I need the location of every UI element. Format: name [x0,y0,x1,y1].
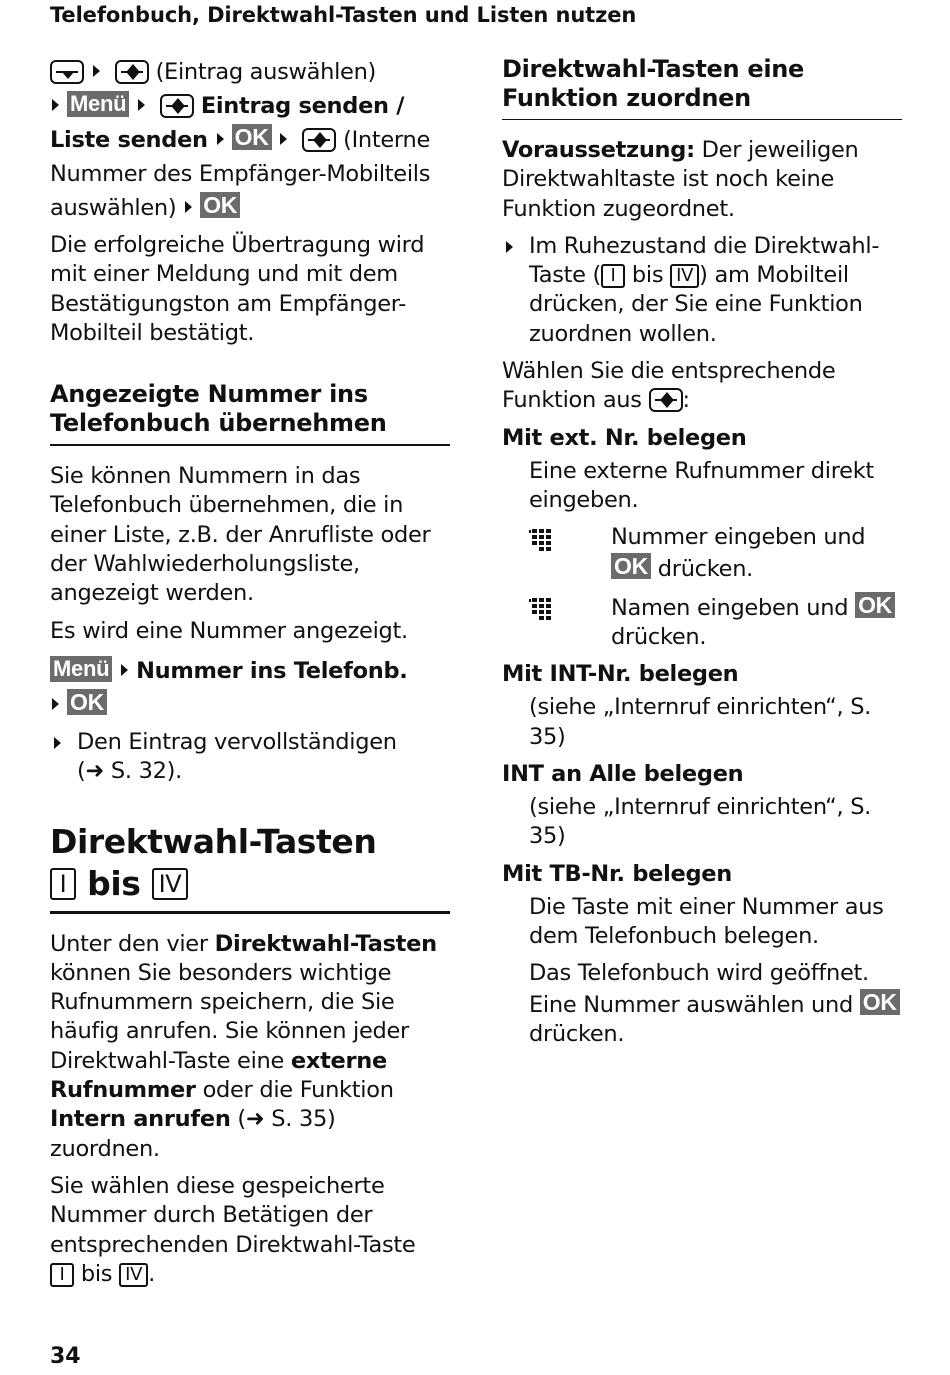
select-entry-text: (Eintrag auswählen) [155,59,377,85]
menu-item-send-entry: Eintrag senden / [200,93,405,119]
text-run: : [682,387,690,414]
right-column [502,55,902,1057]
heading-assign-function: Direktwahl-Tasten eine Funktion zuordnen [502,55,902,120]
option-int-all-desc: (siehe „Internruf einrichten“, S. 35) [529,794,872,850]
direct-key-i-icon: I [50,1263,74,1287]
direct-key-i-icon: I [601,264,625,288]
keypad-row-name [529,592,902,653]
control-key-updown-icon [160,94,194,118]
text-run: ) am Mobilteil drücken, der Sie eine Funktion zuordnen wollen. [529,262,863,347]
text-run: Namen eingeben und [611,594,849,621]
direct-key-iv-icon: IV [152,868,189,900]
ok-key: OK [611,553,651,579]
navigation-triangle-icon [54,737,61,749]
text-run: Im Ruhezustand die Direktwahl-Taste ( [529,232,880,289]
text-run: . [148,1260,155,1287]
keypad-row-number-text [611,523,902,584]
paragraph-take-over: Sie können Nummern in das Telefonbuch übernehmen, die in einer Liste, z.B. der Anrufliste oder der Wahlwiederholungsliste, angezeigt werden. [50,463,431,607]
internal-number-text-start: (Interne [343,127,430,153]
text-run: bis [631,262,664,289]
navigation-triangle-icon [506,241,513,253]
text-run: drücken. [529,1020,625,1047]
direct-key-iv-icon: IV [670,264,699,288]
ok-key: OK [855,592,895,618]
text-run: bis [80,1260,113,1287]
text-run-bold: Intern anrufen [50,1106,231,1133]
text-run: (➜ S. 35) zuordnen. [50,1106,336,1162]
nav-sequence-send [50,55,450,225]
option-phonebook-number: Mit TB-Nr. belegen [502,860,732,887]
text-run-bold: Direktwahl-Tasten [214,930,437,957]
menu-key: Menü [67,91,129,117]
text-run: Sie wählen diese gespeicherte Nummer durch Betätigen der entsprechenden Direktwahl-Taste [50,1172,416,1258]
keypad-row-number [529,523,902,584]
heading-direct-keys [50,821,450,914]
paragraph-select-direct [50,1172,450,1289]
bullet-idle-state [502,232,902,349]
paragraph-direct-keys [50,930,450,1164]
option-int-desc: (siehe „Internruf einrichten“, S. 35) [529,694,872,750]
navigation-triangle-icon [185,201,192,213]
option-external-number: Mit ext. Nr. belegen [502,424,747,451]
menu-key: Menü [50,656,112,682]
paragraph-number-shown: Es wird eine Nummer angezeigt. [50,617,408,644]
internal-number-text-end: Nummer des Empfänger-Mobilteils auswählen) [50,161,431,221]
left-column [50,55,450,1297]
navigation-triangle-icon [121,664,128,676]
option-external-desc: Eine externe Rufnummer direkt eingeben. [529,457,874,513]
option-int-all: INT an Alle belegen [502,761,744,788]
text-run-bold: externe Rufnummer [50,1047,387,1104]
page-number: 34 [50,1344,81,1369]
navigation-triangle-icon [52,698,59,710]
menu-item-number-to-phonebook: Nummer ins Telefonb. [136,657,408,684]
option-phonebook-opened [502,959,902,1049]
text-run: oder die Funktion [195,1077,394,1104]
navigation-triangle-icon [217,133,224,145]
prerequisite-text: Der jeweiligen Direktwahltaste ist noch keine Funktion zugeordnet. [502,137,859,222]
bullet-complete-ref: (➜ S. 32). [77,758,182,785]
prerequisite-label: Voraussetzung: [502,137,695,163]
text-run: können Sie besonders wichtige Rufnummern speichern, die Sie häufig anrufen. Sie können jeder Direktwahl-Taste eine [50,959,409,1074]
paragraph-prerequisite [502,136,902,224]
text-run: drücken. [611,624,707,651]
ok-key: OK [232,124,272,150]
keypad-icon [529,592,611,653]
text-run: Nummer eingeben und [611,524,866,551]
direct-key-i-icon: I [50,868,76,900]
text-run: drücken. [657,555,754,582]
text-run: Wählen Sie die entsprechende Funktion aus [502,358,836,414]
control-key-updown-icon [115,60,149,84]
menu-item-send-list: Liste senden [50,127,208,153]
heading-display-number: Angezeigte Nummer ins Telefonbuch übernehmen [50,380,450,446]
control-key-down-icon [50,60,84,84]
navigation-triangle-icon [52,99,59,111]
navigation-triangle-icon [138,99,145,111]
keypad-icon [529,523,611,584]
navigation-triangle-icon [93,65,100,77]
ok-key: OK [200,192,240,218]
option-phonebook-desc: Die Taste mit einer Nummer aus dem Telefonbuch belegen. [529,893,884,949]
bullet-complete-entry [50,728,450,787]
text-run: Das Telefonbuch wird geöffnet. Eine Nummer auswählen und [529,960,869,1018]
control-key-updown-icon [649,388,683,412]
ok-key: OK [67,689,107,715]
text-run: Unter den vier [50,930,215,957]
running-header: Telefonbuch, Direktwahl-Tasten und Listen nutzen [50,3,637,27]
ok-key: OK [860,989,900,1015]
direct-key-iv-icon: IV [119,1263,148,1287]
paragraph-success: Die erfolgreiche Übertragung wird mit einer Meldung und mit dem Bestätigungston am Empfänger-Mobilteil bestätigt. [50,232,425,346]
keypad-row-name-text [611,592,902,653]
navigation-triangle-icon [280,133,287,145]
control-key-updown-icon [302,128,336,152]
paragraph-choose-function [502,357,902,416]
heading-bis: bis [87,863,141,903]
option-int-number: Mit INT-Nr. belegen [502,661,739,688]
heading-direct-title: Direktwahl-Tasten [50,821,377,861]
nav-sequence-phonebook [50,654,450,722]
bullet-complete-text: Den Eintrag vervollständigen [77,728,397,755]
